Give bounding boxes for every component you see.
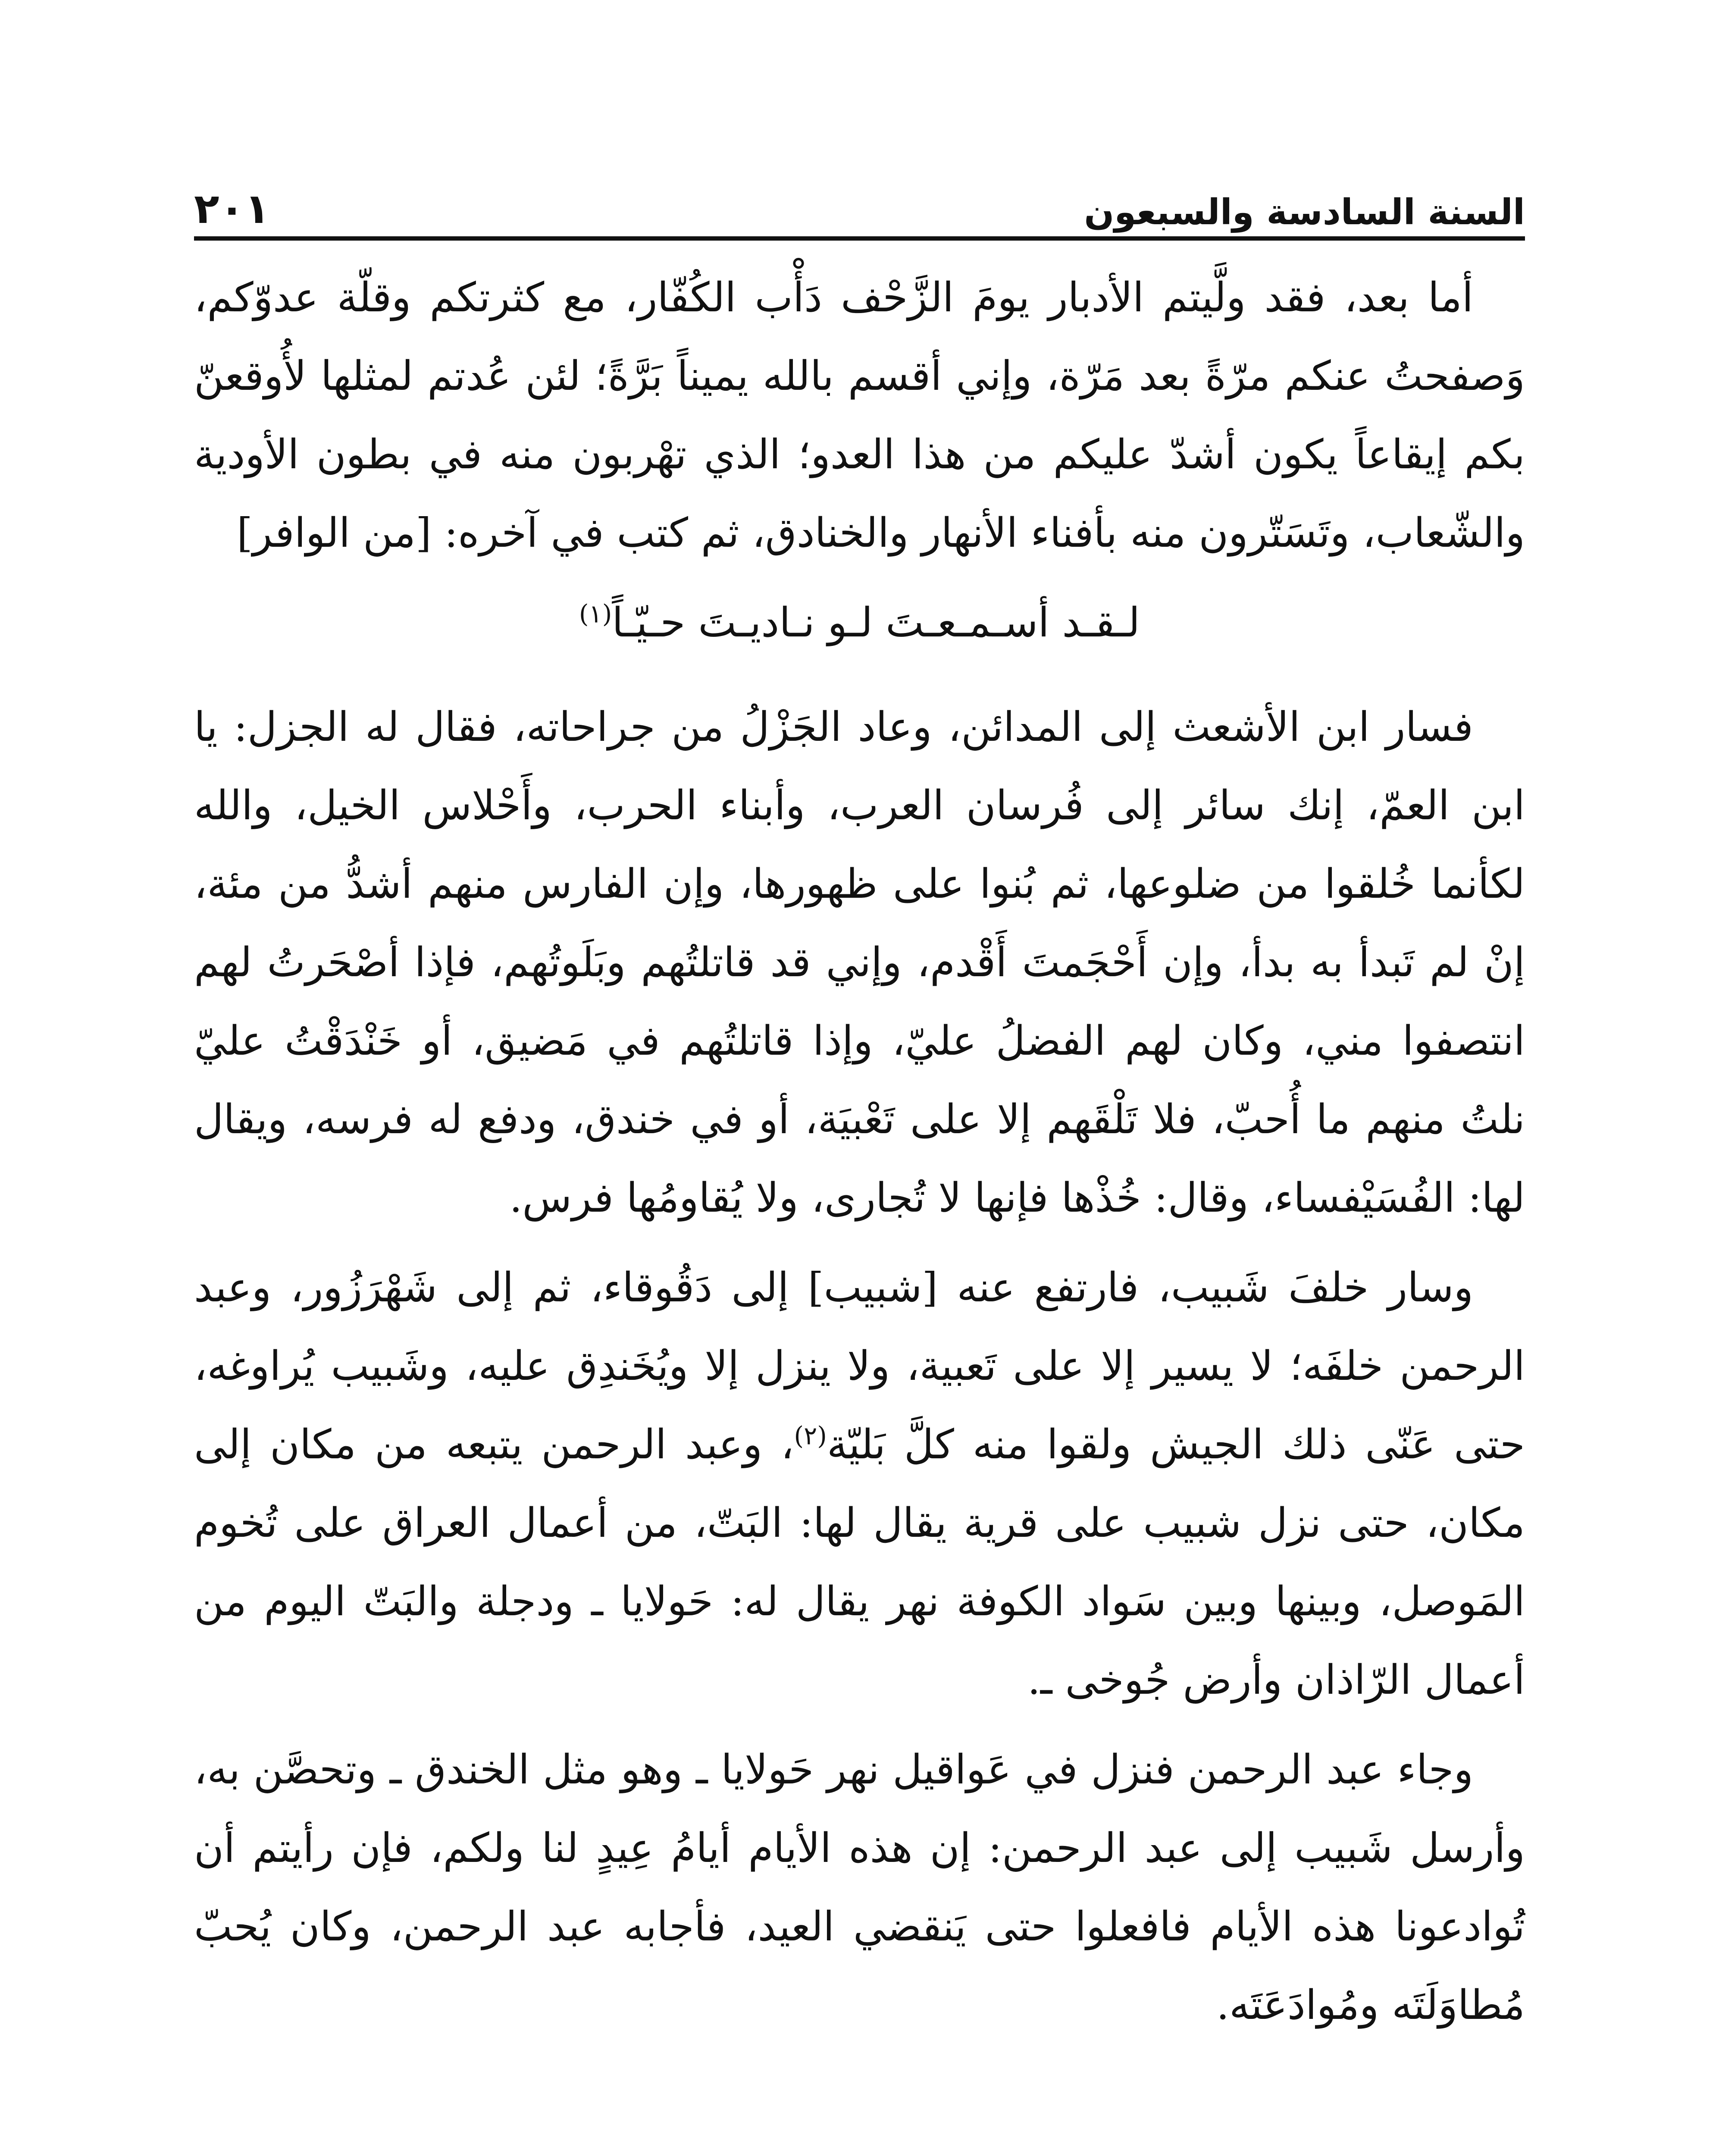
paragraph-3-part-b: ، وعبد الرحمن يتبعه من مكان إلى مكان، حتى نزل شبيب على قرية يقال لها: البَتّ، من أعمال العراق على تُخوم المَوصل، وبينها وبين سَواد الكوفة نهر يقال له: حَولايا ـ ودجلة والبَتّ اليوم من أعمال الرّاذان وأرض جُوخى ـ. bbox=[194, 1421, 1525, 1704]
verse-line bbox=[194, 584, 1525, 662]
main-text bbox=[194, 259, 1525, 2056]
paragraph-4: وجاء عبد الرحمن فنزل في عَواقيل نهر حَولايا ـ وهو مثل الخندق ـ وتحصَّن به، وأرسل شَبيب إلى عبد الرحمن: إن هذه الأيام أيامُ عِيدٍ لنا ولكم، فإن رأيتم أن تُوادعونا هذه الأيام فافعلوا حتى يَنقضي العيد، فأجابه عبد الرحمن، وكان يُحبّ مُطاوَلَتَه ومُوادَعَتَه. bbox=[194, 1746, 1525, 2029]
running-title: السنة السادسة والسبعون bbox=[1084, 192, 1525, 233]
paragraph-3 bbox=[194, 1249, 1525, 1720]
verse-text: لـقـد أسـمـعـتَ لـو نـاديـتَ حـيّـاً bbox=[612, 599, 1140, 646]
header-rule bbox=[194, 236, 1525, 241]
footnote-ref-2: (٢) bbox=[794, 1421, 827, 1451]
footnote-ref-1: (١) bbox=[579, 599, 612, 629]
paragraph-3-part-a: وسار خلفَ شَبيب، فارتفع عنه [شبيب] إلى دَقُوقاء، ثم إلى شَهْرَزُور، وعبد الرحمن خلفَه؛ لا يسير إلا على تَعبية، ولا ينزل إلا ويُخَندِق عليه، وشَبيب يُراوغه، حتى عَنّى ذلك الجيش ولقوا منه كلَّ بَليّة bbox=[194, 1264, 1525, 1468]
paragraph-1: أما بعد، فقد ولَّيتم الأدبار يومَ الزَّحْف دَأْب الكُفّار، مع كثرتكم وقلّة عدوّكم، وَصفحتُ عنكم مرّةً بعد مَرّة، وإني أقسم بالله يميناً بَرَّةً؛ لئن عُدتم لمثلها لأُوقعنّ بكم إيقاعاً يكون أشدّ عليكم من هذا العدو؛ الذي تهْربون منه في بطون الأودية والشّعاب، وتَسَتّرون منه بأفناء الأنهار والخنادق، ثم كتب في آخره: [من الوافر] bbox=[194, 274, 1525, 557]
running-header bbox=[194, 168, 1525, 233]
page-number: ٢٠١ bbox=[194, 185, 270, 233]
paragraph-2: فسار ابن الأشعث إلى المدائن، وعاد الجَزْلُ من جراحاته، فقال له الجزل: يا ابن العمّ، إنك سائر إلى فُرسان العرب، وأبناء الحرب، وأَحْلاس الخيل، والله لكأنما خُلقوا من ضلوعها، ثم بُنوا على ظهورها، وإن الفارس منهم أشدُّ من مئة، إنْ لم تَبدأ به بدأ، وإن أَحْجَمتَ أَقْدم، وإني قد قاتلتُهم وبَلَوتُهم، فإذا أصْحَرتُ لهم انتصفوا مني، وكان لهم الفضلُ عليّ، وإذا قاتلتُهم في مَضيق، أو خَنْدَقْتُ عليّ نلتُ منهم ما أُحبّ، فلا تَلْقَهم إلا على تَعْبيَة، أو في خندق، ودفع له فرسه، ويقال لها: الفُسَيْفساء، وقال: خُذْها فإنها لا تُجارى، ولا يُقاومُها فرس. bbox=[194, 704, 1525, 1222]
